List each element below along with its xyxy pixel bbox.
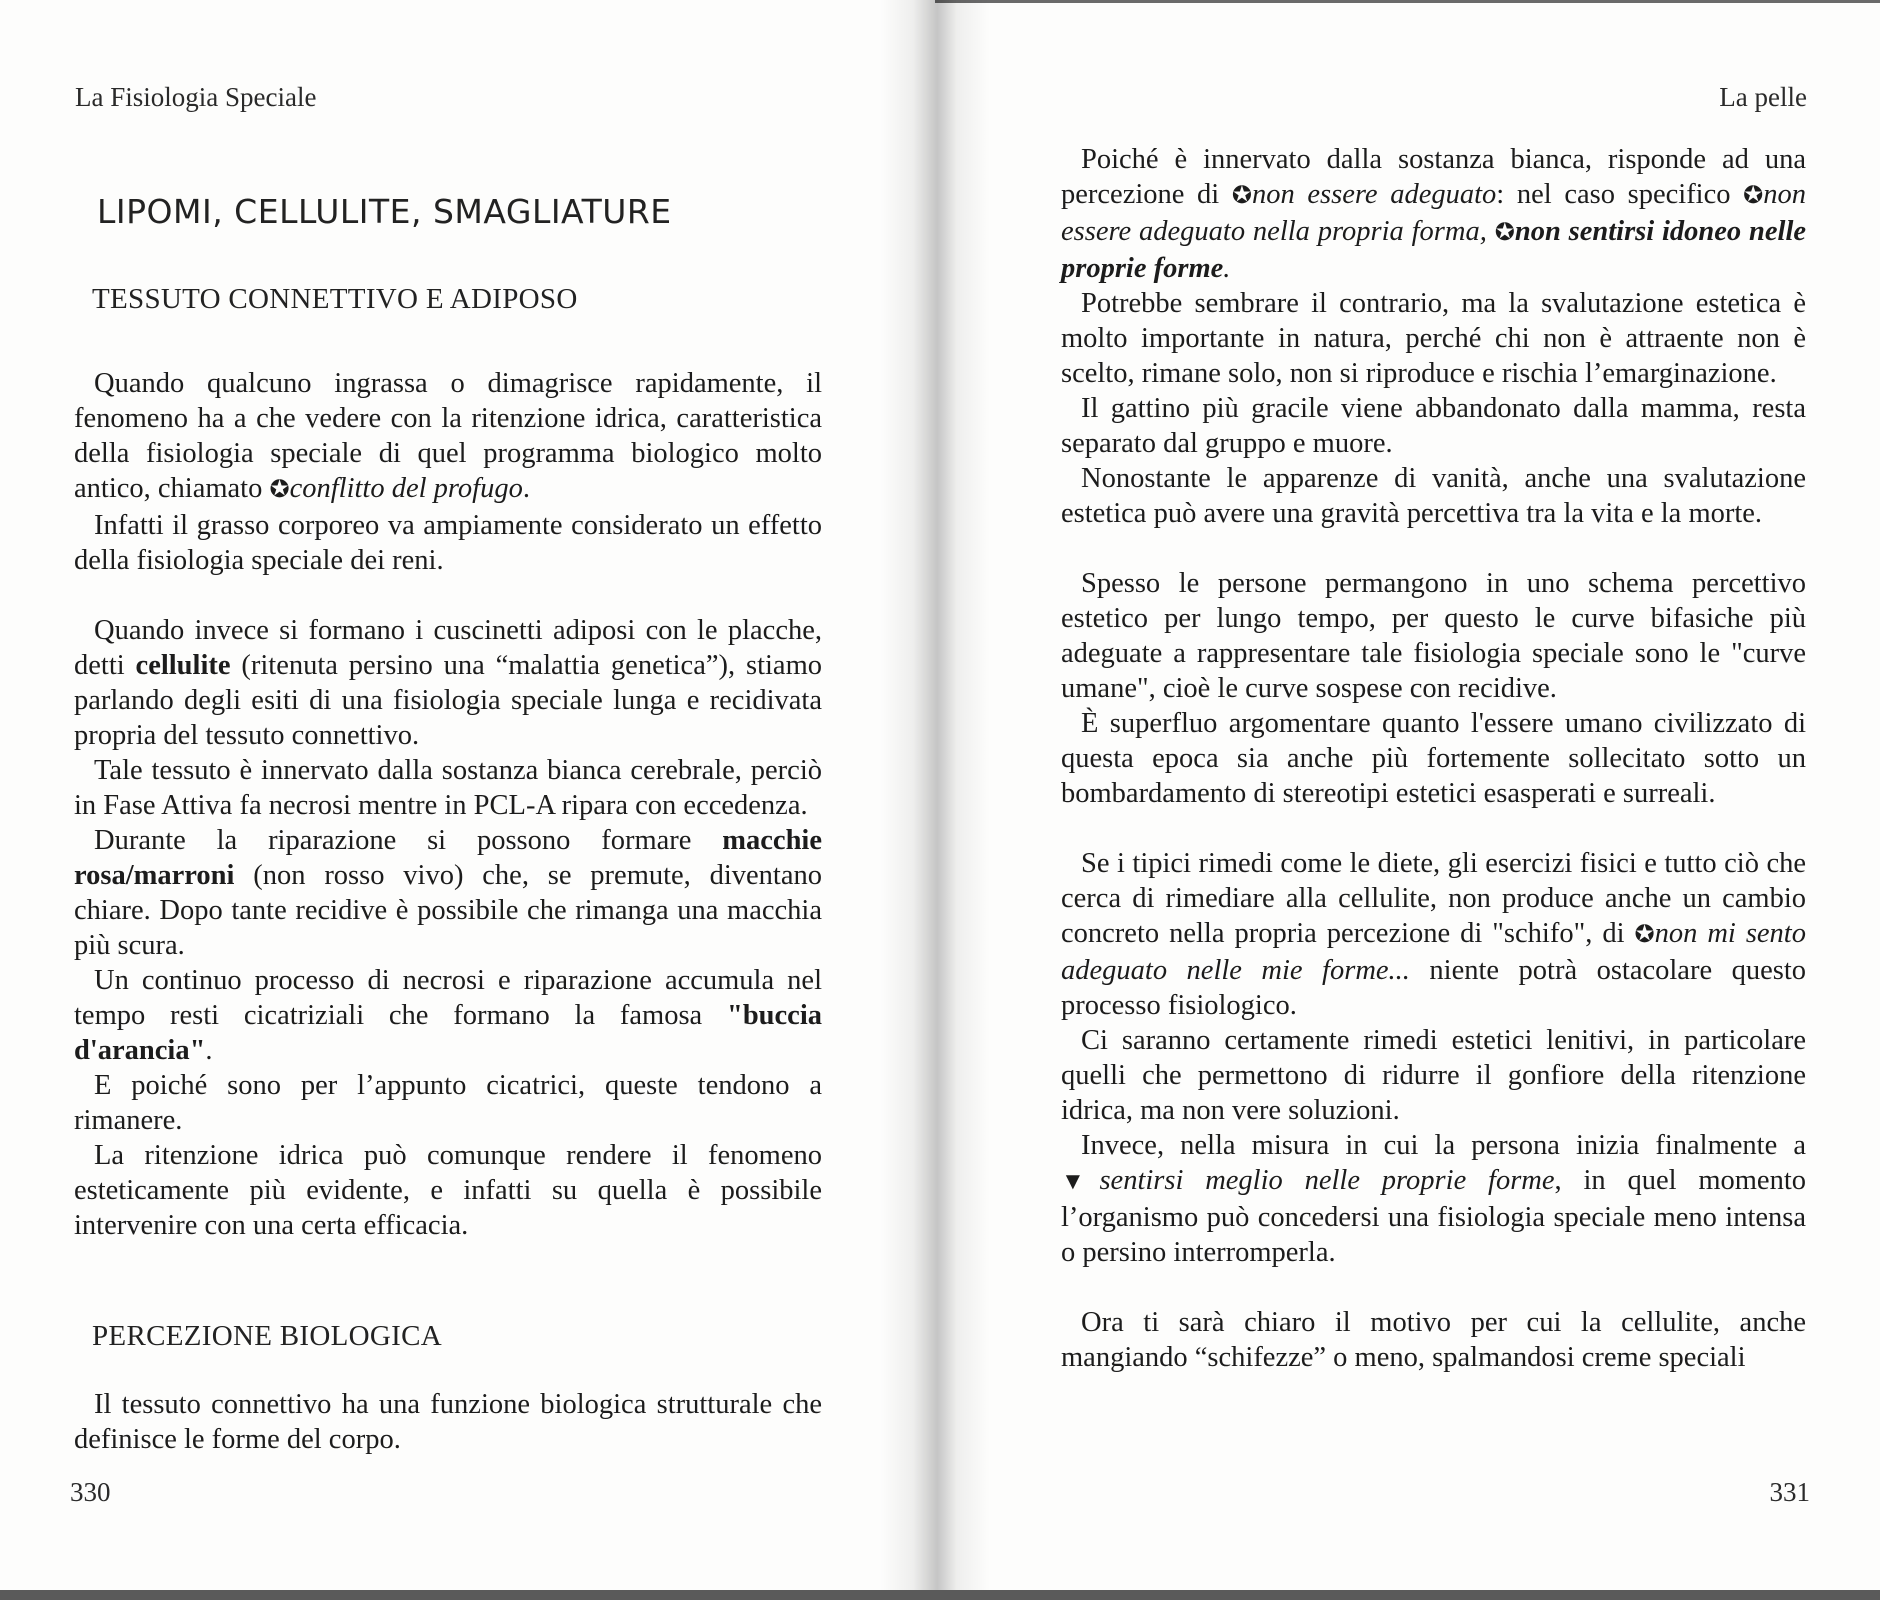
- paragraph: [1061, 1128, 1806, 1270]
- paragraph: [74, 963, 822, 1068]
- paragraph: La ritenzione idrica può comunque rendere il fenomeno esteticamente più evidente, e infatti su quella è possibile intervenire con una certa efficacia.: [74, 1140, 822, 1241]
- paragraph: È superfluo argomentare quanto l'essere umano civilizzato di questa epoca sia anche più fortemente sollecitato sotto un bombardamento di stereotipi estetici esasperati e surreali.: [1061, 708, 1806, 809]
- italic-term: conflitto del profugo: [289, 473, 523, 504]
- paragraph: [74, 613, 822, 753]
- star-symbol-icon: ✪: [1743, 183, 1764, 209]
- book-spine-gutter: [880, 0, 990, 1600]
- text-run: Invece, nella misura in cui la persona inizia finalmente a: [1081, 1130, 1806, 1161]
- right-page: [935, 0, 1880, 1600]
- triangle-down-icon: ▼: [1061, 1169, 1100, 1195]
- italic-term: non essere adeguato nella propria forma,: [1061, 179, 1807, 247]
- text-run: Quando invece si formano i cuscinetti adiposi con le placche, detti: [74, 615, 822, 681]
- text-run: Un continuo processo di necrosi e riparazione accumula nel tempo resti cicatriziali che formano la famosa: [74, 965, 822, 1031]
- star-symbol-icon: ✪: [269, 477, 290, 503]
- paragraph: Il tessuto connettivo ha una funzione biologica strutturale che definisce le forme del corpo.: [74, 1389, 822, 1455]
- paragraph: Spesso le persone permangono in uno schema percettivo estetico per lungo tempo, per questo le curve bifasiche più adeguate a rappresentare tale fisiologia speciale sono le "curve umane", cioè le curve sospese con recidive.: [1061, 568, 1806, 704]
- paragraph: [1061, 142, 1806, 286]
- text-run: Durante la riparazione si possono formare: [94, 825, 723, 856]
- paragraph: [1061, 846, 1806, 1023]
- text-run: Quando qualcuno ingrassa o dimagrisce rapidamente, il fenomeno ha a che vedere con la ritenzione idrica, caratteristica della fisiologia speciale di quel programma biologico molto antico, chiamato: [74, 368, 822, 504]
- bold-italic-term: non sentirsi idoneo nelle proprie forme: [1061, 216, 1807, 284]
- section-heading-connective-tissue: TESSUTO CONNETTIVO E ADIPOSO: [92, 283, 578, 315]
- text-run: niente potrà ostacolare questo processo fisiologico.: [1061, 955, 1806, 1021]
- page-number-right: 331: [1769, 1477, 1810, 1507]
- paragraph: Nonostante le apparenze di vanità, anche una svalutazione estetica può avere una gravità percettiva tra la vita e la morte.: [1061, 463, 1806, 529]
- bold-term: "buccia d'arancia": [74, 1000, 822, 1066]
- star-symbol-icon: ✪: [1634, 922, 1655, 948]
- text-run: Se i tipici rimedi come le diete, gli esercizi fisici e tutto ciò che cerca di rimediare alla cellulite, non produce anche un cambio concreto nella propria percezione di "schifo", di: [1061, 848, 1806, 949]
- star-symbol-icon: ✪: [1494, 220, 1515, 246]
- text-run: [1487, 216, 1495, 247]
- page-bottom-edge: [0, 1590, 1880, 1600]
- text-run: (ritenuta persino una “malattia genetica”), stiamo parlando degli esiti di una fisiologia speciale lunga e recidivata propria del tessuto connettivo.: [74, 650, 822, 751]
- left-body-block-2: [74, 1387, 822, 1457]
- section-heading-biological-perception: PERCEZIONE BIOLOGICA: [92, 1320, 442, 1352]
- text-run: Poiché è innervato dalla sostanza bianca, risponde ad una percezione di: [1061, 144, 1806, 210]
- left-page: [0, 0, 935, 1600]
- paragraph: [74, 366, 822, 508]
- paragraph: Tale tessuto è innervato dalla sostanza bianca cerebrale, perciò in Fase Attiva fa necrosi mentre in PCL-A ripara con eccedenza.: [74, 755, 822, 821]
- italic-term: non essere adeguato: [1252, 179, 1497, 210]
- chapter-title: LIPOMI, CELLULITE, SMAGLIATURE: [97, 192, 672, 231]
- paragraph: Potrebbe sembrare il contrario, ma la svalutazione estetica è molto importante in natura, perché chi non è attraente non è scelto, rimane solo, non si riproduce e rischia l’emarginazione.: [1061, 288, 1806, 389]
- text-run: .: [205, 1035, 213, 1066]
- star-symbol-icon: ✪: [1231, 183, 1252, 209]
- paragraph: E poiché sono per l’appunto cicatrici, queste tendono a rimanere.: [74, 1070, 822, 1136]
- page-number-left: 330: [70, 1477, 111, 1507]
- text-run: .: [522, 473, 530, 504]
- bold-term: cellulite: [135, 650, 231, 681]
- running-head-right: La pelle: [1719, 82, 1807, 112]
- italic-term: non mi sento adeguato nelle mie forme...: [1061, 918, 1806, 986]
- page-top-edge: [935, 0, 1880, 3]
- italic-term: sentirsi meglio nelle proprie forme: [1099, 1165, 1555, 1196]
- right-body: [1061, 142, 1806, 1375]
- text-run: (non rosso vivo) che, se premute, diventano chiare. Dopo tante recidive è possibile che rimanga una macchia più scura.: [74, 860, 822, 961]
- bold-term: macchie rosa/marroni: [74, 825, 822, 891]
- running-head-left: La Fisiologia Speciale: [75, 82, 317, 112]
- paragraph: Il gattino più gracile viene abbandonato dalla mamma, resta separato dal gruppo e muore.: [1061, 393, 1806, 459]
- paragraph: Ci saranno certamente rimedi estetici lenitivi, in particolare quelli che permettono di ridurre il gonfiore della ritenzione idrica, ma non vere soluzioni.: [1061, 1025, 1806, 1126]
- text-run: : nel caso specifico: [1496, 179, 1744, 210]
- text-run: , in quel momento l’organismo può concedersi una fisiologia speciale meno intensa o persino interromperla.: [1061, 1165, 1806, 1268]
- left-body-block-1: [74, 366, 822, 1243]
- paragraph: Infatti il grasso corporeo va ampiamente considerato un effetto della fisiologia speciale dei reni.: [74, 510, 822, 576]
- paragraph: [74, 823, 822, 963]
- text-run: .: [1223, 253, 1231, 284]
- paragraph: Ora ti sarà chiaro il motivo per cui la cellulite, anche mangiando “schifezze” o meno, spalmandosi creme speciali: [1061, 1307, 1806, 1373]
